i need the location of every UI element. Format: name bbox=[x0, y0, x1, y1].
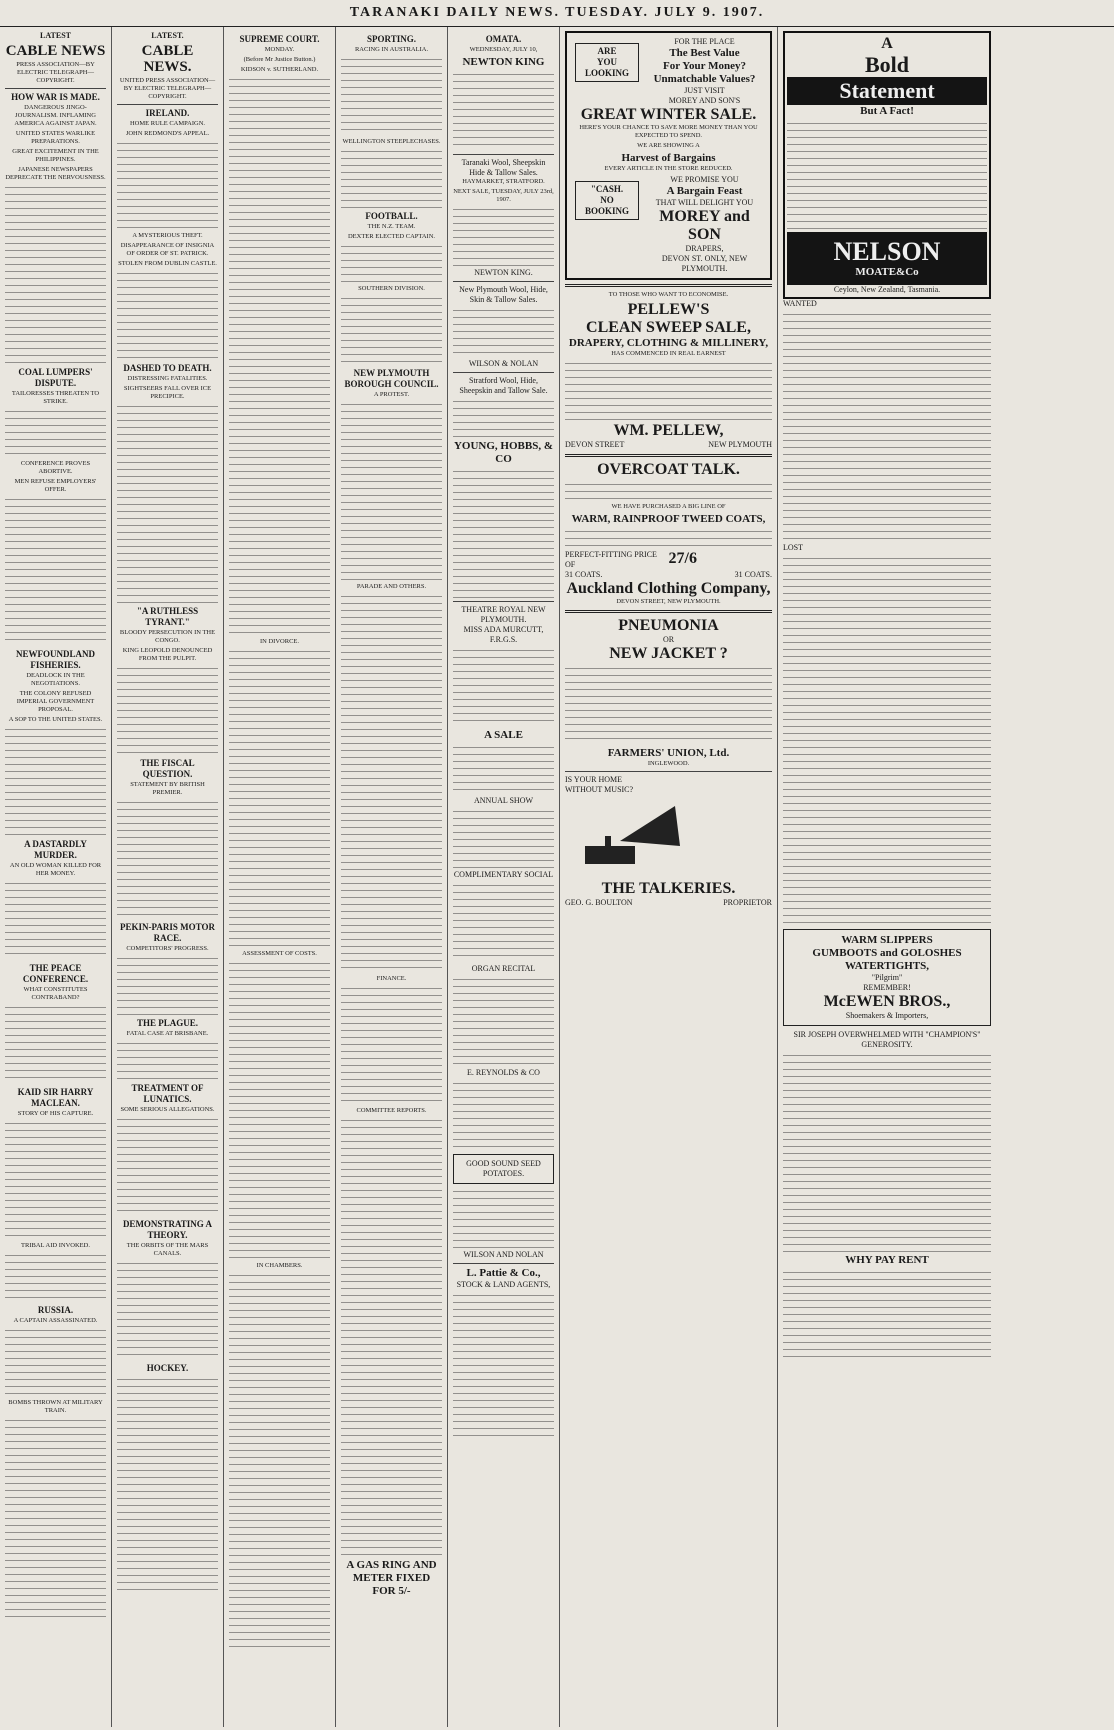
for-your-money: For Your Money? bbox=[663, 60, 746, 72]
morey-son: MOREY and SON bbox=[659, 208, 750, 243]
col4-s6: A PROTEST. bbox=[373, 391, 410, 398]
devon-st-only: DEVON ST. ONLY, NEW PLYMOUTH. bbox=[661, 254, 748, 273]
ceylon: Ceylon, New Zealand, Tasmania. bbox=[833, 285, 941, 294]
unmatchable-values: Unmatchable Values? bbox=[653, 73, 756, 85]
earnest: HAS COMMENCED IN REAL EARNEST bbox=[611, 350, 726, 357]
col3-s3: KIDSON v. SUTHERLAND. bbox=[240, 66, 319, 73]
are-you-looking-box bbox=[575, 43, 639, 82]
purchased: WE HAVE PURCHASED A BIG LINE OF bbox=[611, 503, 726, 510]
organ-recital: ORGAN RECITAL bbox=[471, 964, 536, 973]
auckland-clothing: Auckland Clothing Company, bbox=[566, 580, 771, 597]
col2-h6: THE PLAGUE. bbox=[136, 1018, 198, 1028]
best-value: The Best Value bbox=[669, 47, 740, 59]
col4-s4: DEXTER ELECTED CAPTAIN. bbox=[347, 233, 436, 240]
col1-s1: DANGEROUS JINGO-JOURNALISM. INFLAMING AMERICA AGAINST JAPAN. bbox=[14, 104, 97, 127]
col1-s6: CONFERENCE PROVES ABORTIVE. bbox=[20, 460, 91, 475]
col2-s5: STOLEN FROM DUBLIN CASTLE. bbox=[118, 260, 217, 267]
col4-s5: SOUTHERN DIVISION. bbox=[358, 285, 425, 292]
music: IS YOUR HOME WITHOUT MUSIC? bbox=[565, 775, 634, 794]
e-reynolds: E. REYNOLDS & CO bbox=[467, 1068, 540, 1077]
col1-s2: UNITED STATES WARLIKE PREPARATIONS. bbox=[15, 130, 96, 145]
col4-s7: PARADE AND OTHERS. bbox=[356, 583, 427, 590]
great-winter-sale: GREAT WINTER SALE. bbox=[580, 106, 757, 123]
pneumonia: PNEUMONIA bbox=[618, 617, 719, 634]
young-hobbs: YOUNG, HOBBS, & CO bbox=[453, 440, 553, 465]
newton-king-2: NEWTON KING. bbox=[474, 268, 533, 277]
pilgrim: "Pilgrim" bbox=[871, 973, 903, 982]
col1-h1: HOW WAR IS MADE. bbox=[11, 92, 100, 102]
col2-h4: THE FISCAL QUESTION. bbox=[140, 758, 195, 779]
bold: Bold bbox=[864, 52, 910, 77]
col1-s11: AN OLD WOMAN KILLED FOR HER MONEY. bbox=[9, 862, 102, 877]
talkeries: THE TALKERIES. bbox=[601, 880, 736, 897]
col1-s16: BOMBS THROWN AT MILITARY TRAIN. bbox=[8, 1399, 103, 1414]
economise: TO THOSE WHO WANT TO ECONOMISE. bbox=[608, 291, 729, 298]
farmers-union: FARMERS' UNION, Ltd. bbox=[607, 747, 730, 759]
col1-s9: THE COLONY REFUSED IMPERIAL GOVERNMENT PROPOSAL. bbox=[16, 690, 95, 713]
col1-s15: A CAPTAIN ASSASSINATED. bbox=[13, 1317, 98, 1324]
column-supreme-court bbox=[224, 27, 336, 1727]
col2-h7: TREATMENT OF LUNATICS. bbox=[131, 1083, 204, 1104]
col1-s14: TRIBAL AID INVOKED. bbox=[21, 1242, 90, 1249]
taranaki-wool-sale: Taranaki Wool, Sheepskin Hide & Tallow Sales. bbox=[461, 158, 546, 177]
price-label: PERFECT-FITTING PRICE OF bbox=[565, 550, 657, 569]
col4-h2: FOOTBALL. bbox=[365, 211, 418, 221]
wm-pellew: WM. PELLEW, bbox=[613, 422, 724, 439]
inglewood: INGLEWOOD. bbox=[647, 760, 690, 767]
bargain-feast: A Bargain Feast bbox=[666, 185, 743, 197]
col4-h1: SPORTING. bbox=[367, 34, 416, 44]
clean-sweep: CLEAN SWEEP SALE, bbox=[586, 319, 751, 336]
delight: THAT WILL DELIGHT YOU bbox=[655, 198, 754, 207]
for-the-place: FOR THE PLACE bbox=[674, 37, 735, 46]
seed-potatoes: GOOD SOUND SEED POTATOES. bbox=[466, 1159, 541, 1178]
coats-2: 31 COATS. bbox=[734, 570, 772, 579]
column-cable-news-2 bbox=[112, 27, 224, 1727]
column-ads-right bbox=[778, 27, 996, 1727]
new-plymouth: NEW PLYMOUTH bbox=[708, 440, 772, 449]
morey-sons: MOREY AND SON'S bbox=[668, 96, 741, 105]
np-wool-sale: New Plymouth Wool, Hide, Skin & Tallow Sales. bbox=[459, 285, 548, 304]
remember: REMEMBER! bbox=[863, 983, 911, 992]
col2-credit: UNITED PRESS ASSOCIATION—BY ELECTRIC TELEGRAPH—COPYRIGHT. bbox=[119, 77, 216, 100]
col1-h6: KAID SIR HARRY MACLEAN. bbox=[17, 1087, 94, 1108]
next-sale: NEXT SALE, TUESDAY, JULY 23rd, 1907. bbox=[453, 188, 554, 203]
wanted-1: WANTED bbox=[783, 299, 817, 308]
box1-line3: LOOKING bbox=[584, 68, 629, 78]
box1-line2: YOU bbox=[597, 57, 617, 67]
col2-s2: JOHN REDMOND'S APPEAL. bbox=[125, 130, 210, 137]
col2-s12: FATAL CASE AT BRISBANE. bbox=[126, 1030, 209, 1037]
stock-land: STOCK & LAND AGENTS, bbox=[456, 1280, 551, 1289]
col3-s4: IN DIVORCE. bbox=[260, 638, 299, 645]
column-auctions bbox=[448, 27, 560, 1727]
wilson-nolan-1: WILSON & NOLAN bbox=[468, 359, 539, 368]
col2-h3: "A RUTHLESS TYRANT." bbox=[136, 606, 199, 627]
gumboots: GUMBOOTS and GOLOSHES bbox=[812, 947, 962, 959]
warm-coats: WARM, RAINPROOF TWEED COATS, bbox=[571, 513, 766, 525]
col1-label: LATEST bbox=[40, 31, 71, 40]
col1-h7: RUSSIA. bbox=[37, 1305, 74, 1315]
promise: WE PROMISE YOU bbox=[670, 175, 739, 184]
col1-s10: A SOP TO THE UNITED STATES. bbox=[8, 716, 103, 723]
chance-text: HERE'S YOUR CHANCE TO SAVE MORE MONEY THAN YOU EXPECTED TO SPEND. bbox=[579, 124, 758, 139]
col2-h5: PEKIN-PARIS MOTOR RACE. bbox=[120, 922, 215, 943]
col1-s3: GREAT EXCITEMENT IN THE PHILIPPINES. bbox=[12, 148, 99, 163]
col2-s13: SOME SERIOUS ALLEGATIONS. bbox=[120, 1106, 215, 1113]
drapery-clothing: DRAPERY, CLOTHING & MILLINERY, bbox=[568, 337, 769, 349]
drapers: DRAPERS, bbox=[685, 244, 724, 253]
column-sporting bbox=[336, 27, 448, 1727]
theatre-royal: THEATRE ROYAL NEW PLYMOUTH. bbox=[461, 605, 546, 624]
col2-title: CABLE NEWS. bbox=[141, 43, 194, 75]
col5-date: WEDNESDAY, JULY 10, bbox=[469, 46, 538, 53]
pellews: PELLEW'S bbox=[627, 301, 710, 318]
box2-line3: BOOKING bbox=[584, 206, 629, 216]
col4-s9: COMMITTEE REPORTS. bbox=[356, 1107, 427, 1114]
coats-1: 31 COATS. bbox=[565, 570, 603, 579]
sir-joseph: SIR JOSEPH OVERWHELMED WITH "CHAMPION'S" GENEROSITY. bbox=[793, 1030, 981, 1049]
watertights: WATERTIGHTS, bbox=[844, 960, 930, 972]
col1-s7: MEN REFUSE EMPLOYERS' OFFER. bbox=[14, 478, 97, 493]
moate: MOATE&Co bbox=[855, 266, 919, 278]
box1-line1: ARE bbox=[597, 46, 617, 56]
col2-s3: A MYSTERIOUS THEFT. bbox=[132, 232, 203, 239]
devon-street: DEVON STREET bbox=[565, 440, 625, 449]
newton-king-1: NEWTON KING bbox=[462, 56, 545, 68]
col2-h2: DASHED TO DEATH. bbox=[123, 363, 212, 373]
col3-s1: MONDAY. bbox=[264, 46, 295, 53]
statement: Statement bbox=[839, 78, 935, 103]
why-pay-rent: WHY PAY RENT bbox=[845, 1254, 929, 1266]
just-visit: JUST VISIT bbox=[684, 86, 725, 95]
box2-line1: "CASH. bbox=[590, 184, 624, 194]
col2-h1: IRELAND. bbox=[145, 108, 190, 118]
col4-s2: WELLINGTON STEEPLECHASES. bbox=[342, 138, 441, 145]
mcewen: McEWEN BROS., bbox=[823, 993, 951, 1010]
proprietor: PROPRIETOR bbox=[723, 898, 772, 907]
column-ads-morey bbox=[560, 27, 778, 1727]
gramophone-icon bbox=[565, 801, 685, 871]
warm-slippers: WARM SLIPPERS bbox=[841, 934, 933, 946]
col2-h8: DEMONSTRATING A THEORY. bbox=[122, 1219, 213, 1240]
col1-title: CABLE NEWS bbox=[5, 43, 106, 59]
col1-s12: WHAT CONSTITUTES CONTRABAND? bbox=[23, 986, 88, 1001]
col4-h3: NEW PLYMOUTH BOROUGH COUNCIL. bbox=[344, 368, 439, 389]
cash-no-booking-box bbox=[575, 181, 639, 220]
annual-show: ANNUAL SHOW bbox=[473, 796, 534, 805]
col1-h5: THE PEACE CONFERENCE. bbox=[22, 963, 89, 984]
complimentary-social: COMPLIMENTARY SOCIAL bbox=[453, 870, 554, 879]
col2-s4: DISAPPEARANCE OF INSIGNIA OF ORDER OF ST. PATRICK. bbox=[120, 242, 215, 257]
col2-s1: HOME RULE CAMPAIGN. bbox=[129, 120, 206, 127]
col2-s14: THE ORBITS OF THE MARS CANALS. bbox=[126, 1242, 209, 1257]
or: OR bbox=[662, 635, 675, 644]
every-article: EVERY ARTICLE IN THE STORE REDUCED. bbox=[604, 165, 733, 172]
col2-s9: KING LEOPOLD DENOUNCED FROM THE PULPIT. bbox=[122, 647, 213, 662]
col1-h3: NEWFOUNDLAND FISHERIES. bbox=[15, 649, 95, 670]
haymarket: HAYMARKET, STRATFORD. bbox=[462, 178, 545, 185]
col5-head: OMATA. bbox=[485, 34, 522, 44]
col1-s13: STORY OF HIS CAPTURE. bbox=[17, 1110, 94, 1117]
col2-label: LATEST. bbox=[151, 31, 184, 40]
col2-h9: HOCKEY. bbox=[146, 1363, 189, 1373]
col1-h4: A DASTARDLY MURDER. bbox=[24, 839, 87, 860]
shoemakers: Shoemakers & Importers, bbox=[845, 1011, 929, 1020]
nelson: NELSON bbox=[833, 237, 941, 266]
overcoat-talk: OVERCOAT TALK. bbox=[597, 461, 740, 478]
col3-s6: IN CHAMBERS. bbox=[256, 1262, 303, 1269]
col3-s5: ASSESSMENT OF COSTS. bbox=[242, 950, 317, 957]
col1-s8: DEADLOCK IN THE NEGOTIATIONS. bbox=[26, 672, 85, 687]
a: A bbox=[881, 35, 893, 52]
wilson-nolan-2: WILSON AND NOLAN bbox=[463, 1250, 544, 1259]
col3-s2: (Before Mr Justice Button.) bbox=[243, 56, 316, 63]
col2-s11: COMPETITORS' PROGRESS. bbox=[126, 945, 209, 952]
col1-h2: COAL LUMPERS' DISPUTE. bbox=[18, 367, 93, 388]
harvest-bargains: Harvest of Bargains bbox=[621, 152, 716, 164]
price: 27/6 bbox=[668, 550, 697, 567]
boulton: GEO. G. BOULTON bbox=[565, 898, 633, 907]
col4-s3: THE N.Z. TEAM. bbox=[367, 223, 416, 230]
l-pattie: L. Pattie & Co., bbox=[466, 1267, 541, 1279]
col2-s8: BLOODY PERSECUTION IN THE CONGO. bbox=[119, 629, 216, 644]
gas-ring-ad: A GAS RING AND METER FIXED FOR 5/- bbox=[346, 1559, 437, 1597]
new-jacket: NEW JACKET ? bbox=[609, 645, 728, 662]
col1-credit: PRESS ASSOCIATION—BY ELECTRIC TELEGRAPH—COPYRIGHT. bbox=[16, 61, 95, 84]
lost: LOST bbox=[783, 543, 803, 552]
miss-murcutt: MISS ADA MURCUTT, F.R.G.S. bbox=[463, 625, 544, 644]
col2-s10: STATEMENT BY BRITISH PREMIER. bbox=[130, 781, 205, 796]
stratford-sale: Stratford Wool, Hide, Sheepskin and Tallow Sale. bbox=[459, 376, 548, 395]
col4-s1: RACING IN AUSTRALIA. bbox=[354, 46, 429, 53]
showing: WE ARE SHOWING A bbox=[637, 142, 700, 149]
acc-address: DEVON STREET, NEW PLYMOUTH. bbox=[616, 598, 721, 605]
box2-line2: NO bbox=[600, 195, 614, 205]
col3-h1: SUPREME COURT. bbox=[239, 34, 320, 44]
column-cable-news-1 bbox=[0, 27, 112, 1727]
col2-s7: SIGHTSEERS FALL OVER ICE PRECIPICE. bbox=[123, 385, 212, 400]
masthead: TARANAKI DAILY NEWS. TUESDAY. JULY 9. 1907. bbox=[0, 0, 1114, 27]
a-sale: A SALE bbox=[484, 729, 523, 741]
col1-s4: JAPANESE NEWSPAPERS DEPRECATE THE NERVOUSNESS. bbox=[5, 166, 106, 181]
col4-s8: FINANCE. bbox=[376, 975, 407, 982]
col2-s6: DISTRESSING FATALITIES. bbox=[127, 375, 208, 382]
col1-s5: TAILORESSES THREATEN TO STRIKE. bbox=[11, 390, 100, 405]
but-a-fact: But A Fact! bbox=[860, 105, 914, 117]
